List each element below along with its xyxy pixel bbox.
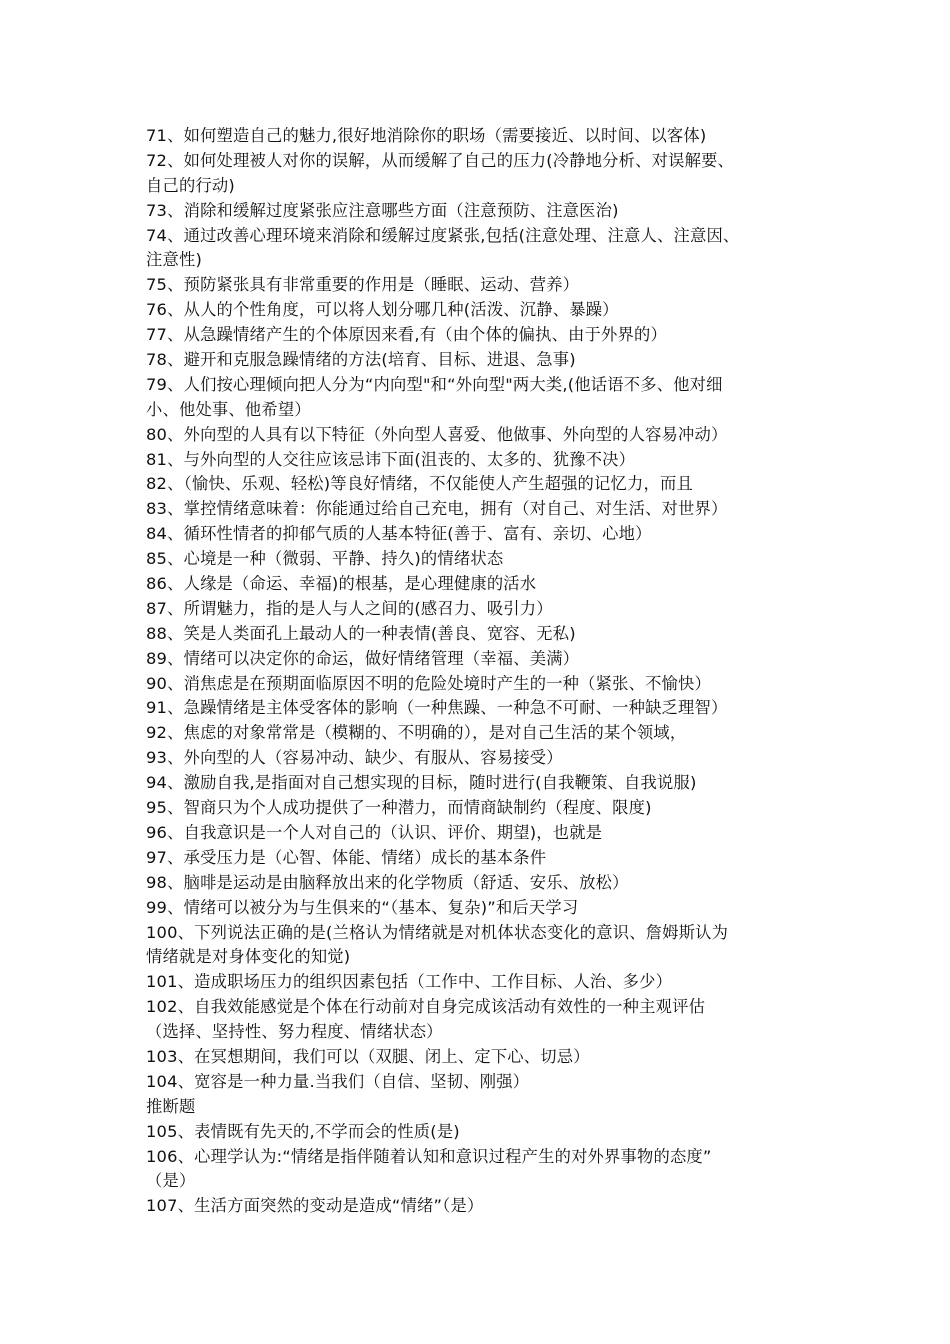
text-line: 71、如何塑造自己的魅力,很好地消除你的职场（需要接近、以时间、以客体) xyxy=(146,126,707,145)
text-line: 102、自我效能感觉是个体在行动前对自身完成该活动有效性的一种主观评估 xyxy=(146,997,706,1017)
text-line: 注意性) xyxy=(146,250,202,270)
text-line: 83、掌控情绪意味着：你能通过给自己充电，拥有（对自己、对生活、对世界） xyxy=(146,499,728,519)
text-line: 92、焦虑的对象常常是（模糊的、不明确的），是对自己生活的某个领域， xyxy=(146,723,687,743)
text-line: 自己的行动) xyxy=(146,175,235,195)
text-line: 81、与外向型的人交往应该忌讳下面(沮丧的、太多的、犹豫不决） xyxy=(146,449,636,469)
text-line: 89、情绪可以决定你的命运，做好情绪管理（幸福、美满） xyxy=(146,648,580,668)
text-line: 100、下列说法正确的是(兰格认为情绪就是对机体状态变化的意识、詹姆斯认为 xyxy=(146,922,729,942)
text-line: 73、消除和缓解过度紧张应注意哪些方面（注意预防、注意医治) xyxy=(146,200,619,220)
text-line: 72、如何处理被人对你的误解，从而缓解了自己的压力(冷静地分析、对误解要、 xyxy=(146,150,735,170)
text-line: 86、人缘是（命运、幸福)的根基，是心理健康的活水 xyxy=(146,574,537,594)
text-line: 小、他处事、他希望） xyxy=(146,399,311,419)
text-line: 104、宽容是一种力量.当我们（自信、坚韧、刚强） xyxy=(146,1071,530,1091)
text-line: 107、生活方面突然的变动是造成“情绪”（是） xyxy=(146,1196,484,1216)
text-line: 84、循环性情者的抑郁气质的人基本特征(善于、富有、亲切、心地） xyxy=(146,524,652,544)
section-heading: 推断题 xyxy=(146,1096,196,1116)
text-line: 106、心理学认为:“情绪是指伴随着认知和意识过程产生的对外界事物的态度” xyxy=(146,1146,712,1166)
text-line: 101、造成职场压力的组织因素包括（工作中、工作目标、人治、多少） xyxy=(146,972,673,992)
text-line: 105、表情既有先天的,不学而会的性质(是) xyxy=(146,1121,460,1141)
text-line: （是） xyxy=(146,1171,196,1191)
text-line: 91、急躁情绪是主体受客体的影响（一种焦躁、一种急不可耐、一种缺乏理智） xyxy=(146,698,728,718)
text-line: 87、所谓魅力，指的是人与人之间的(感召力、吸引力） xyxy=(146,598,553,618)
text-line: 80、外向型的人具有以下特征（外向型人喜爱、他做事、外向型的人容易冲动） xyxy=(146,424,728,444)
text-line: 75、预防紧张具有非常重要的作用是（睡眠、运动、营养） xyxy=(146,275,580,295)
text-line: 90、消焦虑是在预期面临原因不明的危险处境时产生的一种（紧张、不愉快） xyxy=(146,673,712,693)
text-line: 93、外向型的人（容易冲动、缺少、有服从、容易接受） xyxy=(146,748,563,768)
text-line: （选择、坚持性、努力程度、情绪状态） xyxy=(146,1022,443,1042)
text-line: 74、通过改善心理环境来消除和缓解过度紧张,包括(注意处理、注意人、注意因、 xyxy=(146,225,740,245)
text-line: 103、在冥想期间，我们可以（双腿、闭上、定下心、切忌） xyxy=(146,1046,590,1066)
text-line: 96、自我意识是一个人对自己的（认识、评价、期望)，也就是 xyxy=(146,822,603,842)
text-line: 97、承受压力是（心智、体能、情绪）成长的基本条件 xyxy=(146,847,547,867)
text-line: 77、从急躁情绪产生的个体原因来看,有（由个体的偏执、由于外界的） xyxy=(146,325,667,345)
text-line: 情绪就是对身体变化的知觉) xyxy=(146,947,351,967)
text-line: 99、情绪可以被分为与生俱来的“（基本、复杂)”和后天学习 xyxy=(146,897,579,917)
document-body xyxy=(146,124,818,1219)
text-line: 78、避开和克服急躁情绪的方法(培育、目标、进退、急事) xyxy=(146,350,576,370)
text-line: 85、心境是一种（微弱、平静、持久)的情绪状态 xyxy=(146,549,504,569)
text-line: 82、（愉快、乐观、轻松)等良好情绪，不仅能使人产生超强的记忆力，而且 xyxy=(146,474,693,494)
text-line: 95、智商只为个人成功提供了一种潜力，而情商缺制约（程度、限度) xyxy=(146,798,652,818)
text-line: 94、激励自我,是指面对自己想实现的目标，随时进行(自我鞭策、自我说服) xyxy=(146,773,697,793)
text-line: 88、笑是人类面孔上最动人的一种表情(善良、宽容、无私) xyxy=(146,623,576,643)
text-line: 98、脑啡是运动是由脑释放出来的化学物质（舒适、安乐、放松） xyxy=(146,872,629,892)
text-line: 76、从人的个性角度，可以将人划分哪几种(活泼、沉静、暴躁） xyxy=(146,300,619,320)
text-line: 79、人们按心理倾向把人分为“内向型"和“外向型"两大类,(他话语不多、他对细 xyxy=(146,374,723,394)
